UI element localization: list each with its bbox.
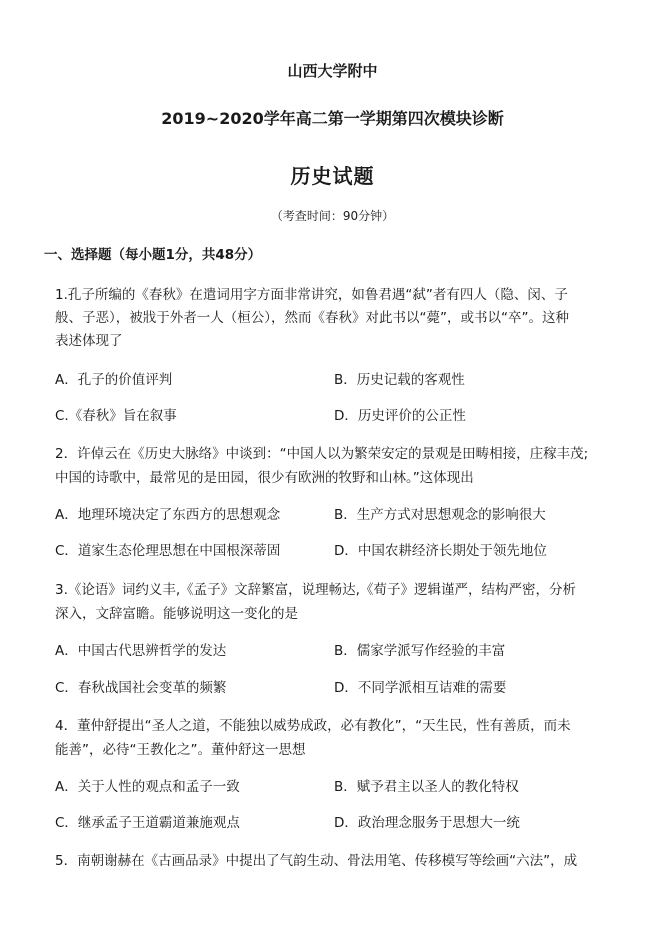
question-2-line-1: 2．许倬云在《历史大脉络》中谈到：“中国人以为繁荣安定的景观是田畴相接，庄稼丰茂; (55, 446, 589, 462)
question-3-line-1: 3.《论语》词约义丰,《孟子》文辞繁富，说理畅达,《荀子》逻辑谨严，结构严密，分析 (55, 582, 576, 598)
question-1-option-a: A．孔子的价值评判 (55, 372, 173, 388)
question-2-line-2: 中国的诗歌中，最常见的是田园，很少有欧洲的牧野和山林。”这体现出 (55, 470, 474, 486)
question-4-option-b: B．赋予君主以圣人的教化特权 (334, 779, 519, 795)
exam-duration: （考查时间：90分钟） (270, 209, 395, 223)
question-3-option-d: D．不同学派相互诘难的需要 (334, 680, 507, 696)
question-1-option-b: B．历史记载的客观性 (334, 372, 465, 388)
question-1-option-c: C.《春秋》旨在叙事 (55, 408, 177, 424)
question-1-option-d: D．历史评价的公正性 (334, 408, 466, 424)
subject-title: 历史试题 (290, 164, 375, 188)
question-2-option-a: A．地理环境决定了东西方的思想观念 (55, 507, 281, 523)
question-4-option-c: C．继承孟子王道霸道兼施观点 (55, 815, 240, 831)
question-3-line-2: 深入，文辞富瞻。能够说明这一变化的是 (55, 606, 298, 622)
section-heading: 一、选择题（每小题1分，共48分） (44, 247, 262, 263)
question-4-option-a: A．关于人性的观点和孟子一致 (55, 779, 240, 795)
question-1-line-2: 般、子恶），被戕于外者一人（桓公），然而《春秋》对此书以“薨”，或书以“卒”。这种 (55, 310, 569, 326)
question-5-line-1: 5．南朝谢赫在《古画品录》中提出了气韵生动、骨法用笔、传移模写等绘画“六法”，成 (55, 853, 578, 869)
question-2-option-d: D．中国农耕经济长期处于领先地位 (334, 543, 547, 559)
question-4-option-d: D．政治理念服务于思想大一统 (334, 815, 520, 831)
question-1-line-1: 1.孔子所编的《春秋》在遣词用字方面非常讲究，如鲁君遇“弑”者有四人（隐、闵、子 (55, 287, 568, 303)
question-4-line-2: 能善”，必待“王教化之”。董仲舒这一思想 (55, 742, 306, 758)
question-2-option-b: B．生产方式对思想观念的影响很大 (334, 507, 546, 523)
school-name: 山西大学附中 (287, 62, 378, 80)
question-1-line-3: 表述体现了 (55, 333, 123, 349)
question-3-option-a: A．中国古代思辨哲学的发达 (55, 643, 227, 659)
question-2-option-c: C．道家生态伦理思想在中国根深蒂固 (55, 543, 281, 559)
question-3-option-b: B．儒家学派写作经验的丰富 (334, 643, 506, 659)
exam-title: 2019~2020学年高二第一学期第四次模块诊断 (161, 109, 504, 128)
question-4-line-1: 4．董仲舒提出“圣人之道，不能独以威势成政，必有教化”，“天生民，性有善质，而未 (55, 718, 571, 734)
question-3-option-c: C．春秋战国社会变革的频繁 (55, 680, 227, 696)
